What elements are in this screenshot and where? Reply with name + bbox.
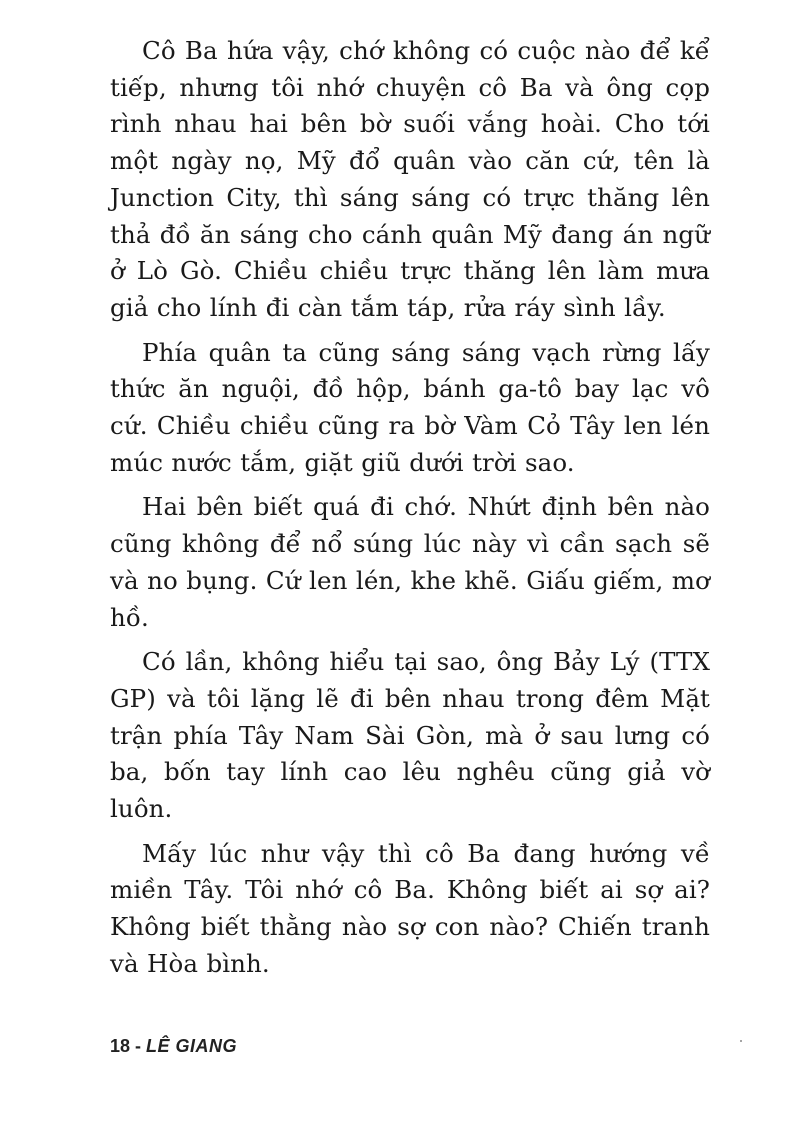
footer-separator: - <box>130 1036 147 1056</box>
author-name: LÊ GIANG <box>146 1036 238 1056</box>
page-number: 18 <box>110 1036 131 1056</box>
page-footer <box>110 1036 237 1057</box>
paragraph: Có lần, không hiểu tại sao, ông Bảy Lý (TTX GP) và tôi lặng lẽ đi bên nhau trong đêm Mặt trận phía Tây Nam Sài Gòn, mà ở sau lưng có ba, bốn tay lính cao lêu nghêu cũng giả vờ luôn. <box>110 647 710 824</box>
paragraph: Phía quân ta cũng sáng sáng vạch rừng lấy thức ăn nguội, đồ hộp, bánh ga-tô bay lạc vô cứ. Chiều chiều cũng ra bờ Vàm Cỏ Tây len lén múc nước tắm, giặt giũ dưới trời sao. <box>110 337 710 477</box>
paragraph: Mấy lúc như vậy thì cô Ba đang hướng về miền Tây. Tôi nhớ cô Ba. Không biết ai sợ ai? Không biết thằng nào sợ con nào? Chiến tranh và Hòa bình. <box>110 838 710 978</box>
page-body <box>110 33 710 991</box>
paragraph: Hai bên biết quá đi chớ. Nhứt định bên nào cũng không để nổ súng lúc này vì cần sạch sẽ và no bụng. Cứ len lén, khe khẽ. Giấu giếm, mơ hồ. <box>110 492 710 632</box>
scan-speck <box>740 1040 742 1042</box>
paragraph: Cô Ba hứa vậy, chớ không có cuộc nào để kể tiếp, nhưng tôi nhớ chuyện cô Ba và ông cọp rình nhau hai bên bờ suối vắng hoài. Cho tới một ngày nọ, Mỹ đổ quân vào căn cứ, tên là Junction City, thì sáng sáng có trực thăng lên thả đồ ăn sáng cho cánh quân Mỹ đang án ngữ ở Lò Gò. Chiều chiều trực thăng lên làm mưa giả cho lính đi càn tắm táp, rửa ráy sình lầy. <box>110 36 710 322</box>
